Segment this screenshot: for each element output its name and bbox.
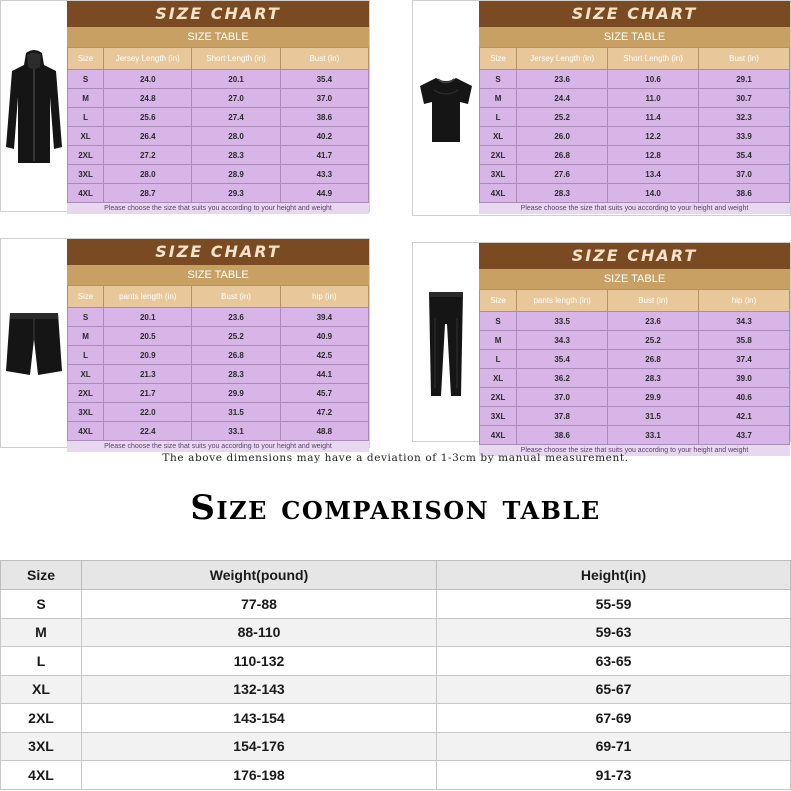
table-cell: 31.5 bbox=[608, 407, 699, 426]
weight-cell: 176-198 bbox=[82, 761, 437, 790]
table-row bbox=[480, 165, 790, 184]
size-chart-heading: SIZE CHART bbox=[479, 243, 790, 269]
column-header: pants length (in) bbox=[517, 290, 608, 312]
column-header: hip (in) bbox=[280, 286, 368, 308]
table-cell: 37.0 bbox=[517, 388, 608, 407]
table-cell: 33.9 bbox=[699, 127, 790, 146]
table-row bbox=[68, 146, 369, 165]
size-table-subheading: SIZE TABLE bbox=[479, 269, 790, 289]
table-cell: 24.0 bbox=[104, 70, 192, 89]
table-cell: 40.6 bbox=[699, 388, 790, 407]
table-row bbox=[480, 146, 790, 165]
column-header: pants length (in) bbox=[104, 286, 192, 308]
table-cell: 44.1 bbox=[280, 365, 368, 384]
table-cell: 45.7 bbox=[280, 384, 368, 403]
table-row bbox=[480, 388, 790, 407]
table-cell: 40.9 bbox=[280, 327, 368, 346]
table-row bbox=[68, 70, 369, 89]
table-cell: 37.8 bbox=[517, 407, 608, 426]
table-cell: 27.2 bbox=[104, 146, 192, 165]
table-cell: 43.7 bbox=[699, 426, 790, 445]
table-cell: 24.8 bbox=[104, 89, 192, 108]
table-cell: 22.4 bbox=[104, 422, 192, 441]
table-cell: 23.6 bbox=[192, 308, 280, 327]
table-cell: 27.6 bbox=[517, 165, 608, 184]
weight-cell: 132-143 bbox=[82, 675, 437, 704]
table-cell: 43.3 bbox=[280, 165, 368, 184]
size-cell: 4XL bbox=[480, 184, 517, 203]
table-cell: 29.3 bbox=[192, 184, 280, 203]
size-cell: 2XL bbox=[480, 146, 517, 165]
table-row bbox=[480, 331, 790, 350]
table-cell: 33.1 bbox=[608, 426, 699, 445]
size-advice-note: Please choose the size that suits you according to your height and weight bbox=[67, 203, 369, 214]
table-cell: 39.0 bbox=[699, 369, 790, 388]
size-chart-heading: SIZE CHART bbox=[479, 1, 790, 27]
size-cell: XL bbox=[68, 127, 104, 146]
table-cell: 28.9 bbox=[192, 165, 280, 184]
table-row bbox=[1, 675, 791, 704]
size-cell: XL bbox=[480, 127, 517, 146]
table-cell: 20.1 bbox=[104, 308, 192, 327]
table-cell: 28.3 bbox=[517, 184, 608, 203]
size-comparison-table bbox=[0, 560, 791, 790]
table-cell: 26.8 bbox=[517, 146, 608, 165]
table-row bbox=[480, 312, 790, 331]
size-cell: 4XL bbox=[1, 761, 82, 790]
size-cell: 3XL bbox=[1, 732, 82, 761]
table-row bbox=[1, 704, 791, 733]
size-cell: 4XL bbox=[480, 426, 517, 445]
table-cell: 26.8 bbox=[608, 350, 699, 369]
table-row bbox=[480, 369, 790, 388]
table-cell: 25.2 bbox=[192, 327, 280, 346]
column-header: Short Length (in) bbox=[192, 48, 280, 70]
table-cell: 28.3 bbox=[608, 369, 699, 388]
table-row bbox=[480, 70, 790, 89]
table-cell: 28.3 bbox=[192, 365, 280, 384]
table-cell: 34.3 bbox=[517, 331, 608, 350]
size-cell: M bbox=[480, 331, 517, 350]
comparison-title: Size comparison table bbox=[190, 488, 601, 528]
table-cell: 20.1 bbox=[192, 70, 280, 89]
column-header: Bust (in) bbox=[192, 286, 280, 308]
column-header-height: Height(in) bbox=[437, 561, 791, 590]
table-cell: 39.4 bbox=[280, 308, 368, 327]
size-cell: L bbox=[480, 108, 517, 127]
size-cell: S bbox=[1, 590, 82, 619]
size-cell: 2XL bbox=[68, 384, 104, 403]
table-cell: 38.6 bbox=[699, 184, 790, 203]
size-table bbox=[479, 289, 790, 445]
size-cell: 3XL bbox=[480, 165, 517, 184]
table-row bbox=[480, 184, 790, 203]
size-cell: 3XL bbox=[68, 165, 104, 184]
size-chart-card-shorts bbox=[0, 238, 370, 448]
table-row bbox=[68, 327, 369, 346]
size-cell: XL bbox=[1, 675, 82, 704]
size-cell: S bbox=[480, 312, 517, 331]
shorts-icon bbox=[1, 239, 67, 449]
column-header: Jersey Length (in) bbox=[104, 48, 192, 70]
table-cell: 23.6 bbox=[517, 70, 608, 89]
table-cell: 27.4 bbox=[192, 108, 280, 127]
table-cell: 26.0 bbox=[517, 127, 608, 146]
column-header: Jersey Length (in) bbox=[517, 48, 608, 70]
size-cell: 2XL bbox=[480, 388, 517, 407]
size-chart-heading: SIZE CHART bbox=[67, 1, 369, 27]
height-cell: 65-67 bbox=[437, 675, 791, 704]
table-row bbox=[68, 403, 369, 422]
table-cell: 21.7 bbox=[104, 384, 192, 403]
table-row bbox=[1, 590, 791, 619]
table-cell: 35.4 bbox=[699, 146, 790, 165]
table-row bbox=[68, 165, 369, 184]
column-header: Size bbox=[480, 48, 517, 70]
table-row bbox=[480, 127, 790, 146]
column-header: Bust (in) bbox=[699, 48, 790, 70]
table-row bbox=[480, 108, 790, 127]
table-cell: 29.9 bbox=[192, 384, 280, 403]
weight-cell: 110-132 bbox=[82, 647, 437, 676]
weight-cell: 143-154 bbox=[82, 704, 437, 733]
table-cell: 26.4 bbox=[104, 127, 192, 146]
weight-cell: 154-176 bbox=[82, 732, 437, 761]
size-cell: L bbox=[68, 346, 104, 365]
size-chart-card-shirt bbox=[412, 0, 791, 216]
column-header: hip (in) bbox=[699, 290, 790, 312]
table-row bbox=[1, 732, 791, 761]
table-cell: 44.9 bbox=[280, 184, 368, 203]
table-cell: 35.4 bbox=[280, 70, 368, 89]
table-cell: 40.2 bbox=[280, 127, 368, 146]
size-advice-note: Please choose the size that suits you according to your height and weight bbox=[479, 445, 790, 456]
table-cell: 37.0 bbox=[280, 89, 368, 108]
table-cell: 27.0 bbox=[192, 89, 280, 108]
table-row bbox=[68, 184, 369, 203]
table-cell: 38.6 bbox=[280, 108, 368, 127]
height-cell: 59-63 bbox=[437, 618, 791, 647]
table-cell: 20.9 bbox=[104, 346, 192, 365]
size-cell: L bbox=[480, 350, 517, 369]
table-cell: 29.1 bbox=[699, 70, 790, 89]
table-cell: 12.8 bbox=[608, 146, 699, 165]
table-cell: 23.6 bbox=[608, 312, 699, 331]
size-cell: S bbox=[68, 308, 104, 327]
table-cell: 28.7 bbox=[104, 184, 192, 203]
column-header: Bust (in) bbox=[280, 48, 368, 70]
table-cell: 20.5 bbox=[104, 327, 192, 346]
table-cell: 33.5 bbox=[517, 312, 608, 331]
size-cell: M bbox=[480, 89, 517, 108]
size-chart-card-jacket bbox=[0, 0, 370, 212]
table-cell: 42.1 bbox=[699, 407, 790, 426]
height-cell: 55-59 bbox=[437, 590, 791, 619]
size-cell: L bbox=[1, 647, 82, 676]
size-cell: S bbox=[480, 70, 517, 89]
table-cell: 11.4 bbox=[608, 108, 699, 127]
table-row bbox=[68, 308, 369, 327]
short-sleeve-shirt-icon bbox=[413, 1, 479, 217]
size-table-subheading: SIZE TABLE bbox=[67, 265, 369, 285]
size-chart-card-leggings bbox=[412, 242, 791, 454]
table-row bbox=[68, 384, 369, 403]
table-row bbox=[480, 350, 790, 369]
table-cell: 42.5 bbox=[280, 346, 368, 365]
table-cell: 28.0 bbox=[192, 127, 280, 146]
weight-cell: 88-110 bbox=[82, 618, 437, 647]
table-cell: 12.2 bbox=[608, 127, 699, 146]
table-cell: 41.7 bbox=[280, 146, 368, 165]
size-table bbox=[479, 47, 790, 203]
column-header-size: Size bbox=[1, 561, 82, 590]
table-cell: 47.2 bbox=[280, 403, 368, 422]
table-cell: 34.3 bbox=[699, 312, 790, 331]
table-cell: 30.7 bbox=[699, 89, 790, 108]
size-cell: 4XL bbox=[68, 422, 104, 441]
table-row bbox=[68, 89, 369, 108]
table-row bbox=[68, 108, 369, 127]
table-cell: 24.4 bbox=[517, 89, 608, 108]
size-table-subheading: SIZE TABLE bbox=[67, 27, 369, 47]
table-cell: 28.3 bbox=[192, 146, 280, 165]
leggings-icon bbox=[413, 243, 479, 443]
table-cell: 31.5 bbox=[192, 403, 280, 422]
column-header: Bust (in) bbox=[608, 290, 699, 312]
table-cell: 26.8 bbox=[192, 346, 280, 365]
size-cell: L bbox=[68, 108, 104, 127]
height-cell: 69-71 bbox=[437, 732, 791, 761]
size-cell: XL bbox=[68, 365, 104, 384]
table-cell: 25.2 bbox=[517, 108, 608, 127]
column-header-weight: Weight(pound) bbox=[82, 561, 437, 590]
size-cell: S bbox=[68, 70, 104, 89]
table-cell: 10.6 bbox=[608, 70, 699, 89]
table-cell: 29.9 bbox=[608, 388, 699, 407]
table-cell: 22.0 bbox=[104, 403, 192, 422]
deviation-note: The above dimensions may have a deviation of 1-3cm by manual measurement. bbox=[162, 452, 629, 464]
table-row bbox=[68, 346, 369, 365]
size-cell: M bbox=[68, 89, 104, 108]
table-cell: 28.0 bbox=[104, 165, 192, 184]
table-cell: 25.6 bbox=[104, 108, 192, 127]
size-cell: M bbox=[68, 327, 104, 346]
table-row bbox=[68, 365, 369, 384]
comparison-table-wrapper bbox=[0, 560, 791, 790]
column-header: Size bbox=[68, 48, 104, 70]
size-cell: 4XL bbox=[68, 184, 104, 203]
table-row bbox=[480, 407, 790, 426]
height-cell: 63-65 bbox=[437, 647, 791, 676]
size-cell: 2XL bbox=[68, 146, 104, 165]
size-cell: M bbox=[1, 618, 82, 647]
size-cell: 2XL bbox=[1, 704, 82, 733]
size-advice-note: Please choose the size that suits you according to your height and weight bbox=[67, 441, 369, 452]
size-chart-heading: SIZE CHART bbox=[67, 239, 369, 265]
table-row bbox=[1, 618, 791, 647]
weight-cell: 77-88 bbox=[82, 590, 437, 619]
hooded-jacket-icon bbox=[1, 1, 67, 213]
table-cell: 37.4 bbox=[699, 350, 790, 369]
size-advice-note: Please choose the size that suits you according to your height and weight bbox=[479, 203, 790, 214]
height-cell: 67-69 bbox=[437, 704, 791, 733]
table-row bbox=[480, 426, 790, 445]
size-cell: 3XL bbox=[68, 403, 104, 422]
table-row bbox=[1, 761, 791, 790]
size-cell: XL bbox=[480, 369, 517, 388]
size-table-subheading: SIZE TABLE bbox=[479, 27, 790, 47]
table-cell: 32.3 bbox=[699, 108, 790, 127]
size-table bbox=[67, 47, 369, 203]
table-cell: 37.0 bbox=[699, 165, 790, 184]
table-cell: 36.2 bbox=[517, 369, 608, 388]
table-cell: 38.6 bbox=[517, 426, 608, 445]
column-header: Size bbox=[480, 290, 517, 312]
table-cell: 14.0 bbox=[608, 184, 699, 203]
height-cell: 91-73 bbox=[437, 761, 791, 790]
table-cell: 35.8 bbox=[699, 331, 790, 350]
table-row bbox=[68, 127, 369, 146]
size-cell: 3XL bbox=[480, 407, 517, 426]
table-cell: 48.8 bbox=[280, 422, 368, 441]
table-cell: 33.1 bbox=[192, 422, 280, 441]
table-row bbox=[1, 647, 791, 676]
table-cell: 25.2 bbox=[608, 331, 699, 350]
table-cell: 35.4 bbox=[517, 350, 608, 369]
size-table bbox=[67, 285, 369, 441]
table-row bbox=[68, 422, 369, 441]
column-header: Size bbox=[68, 286, 104, 308]
column-header: Short Length (in) bbox=[608, 48, 699, 70]
table-cell: 21.3 bbox=[104, 365, 192, 384]
table-row bbox=[480, 89, 790, 108]
table-cell: 13.4 bbox=[608, 165, 699, 184]
table-cell: 11.0 bbox=[608, 89, 699, 108]
